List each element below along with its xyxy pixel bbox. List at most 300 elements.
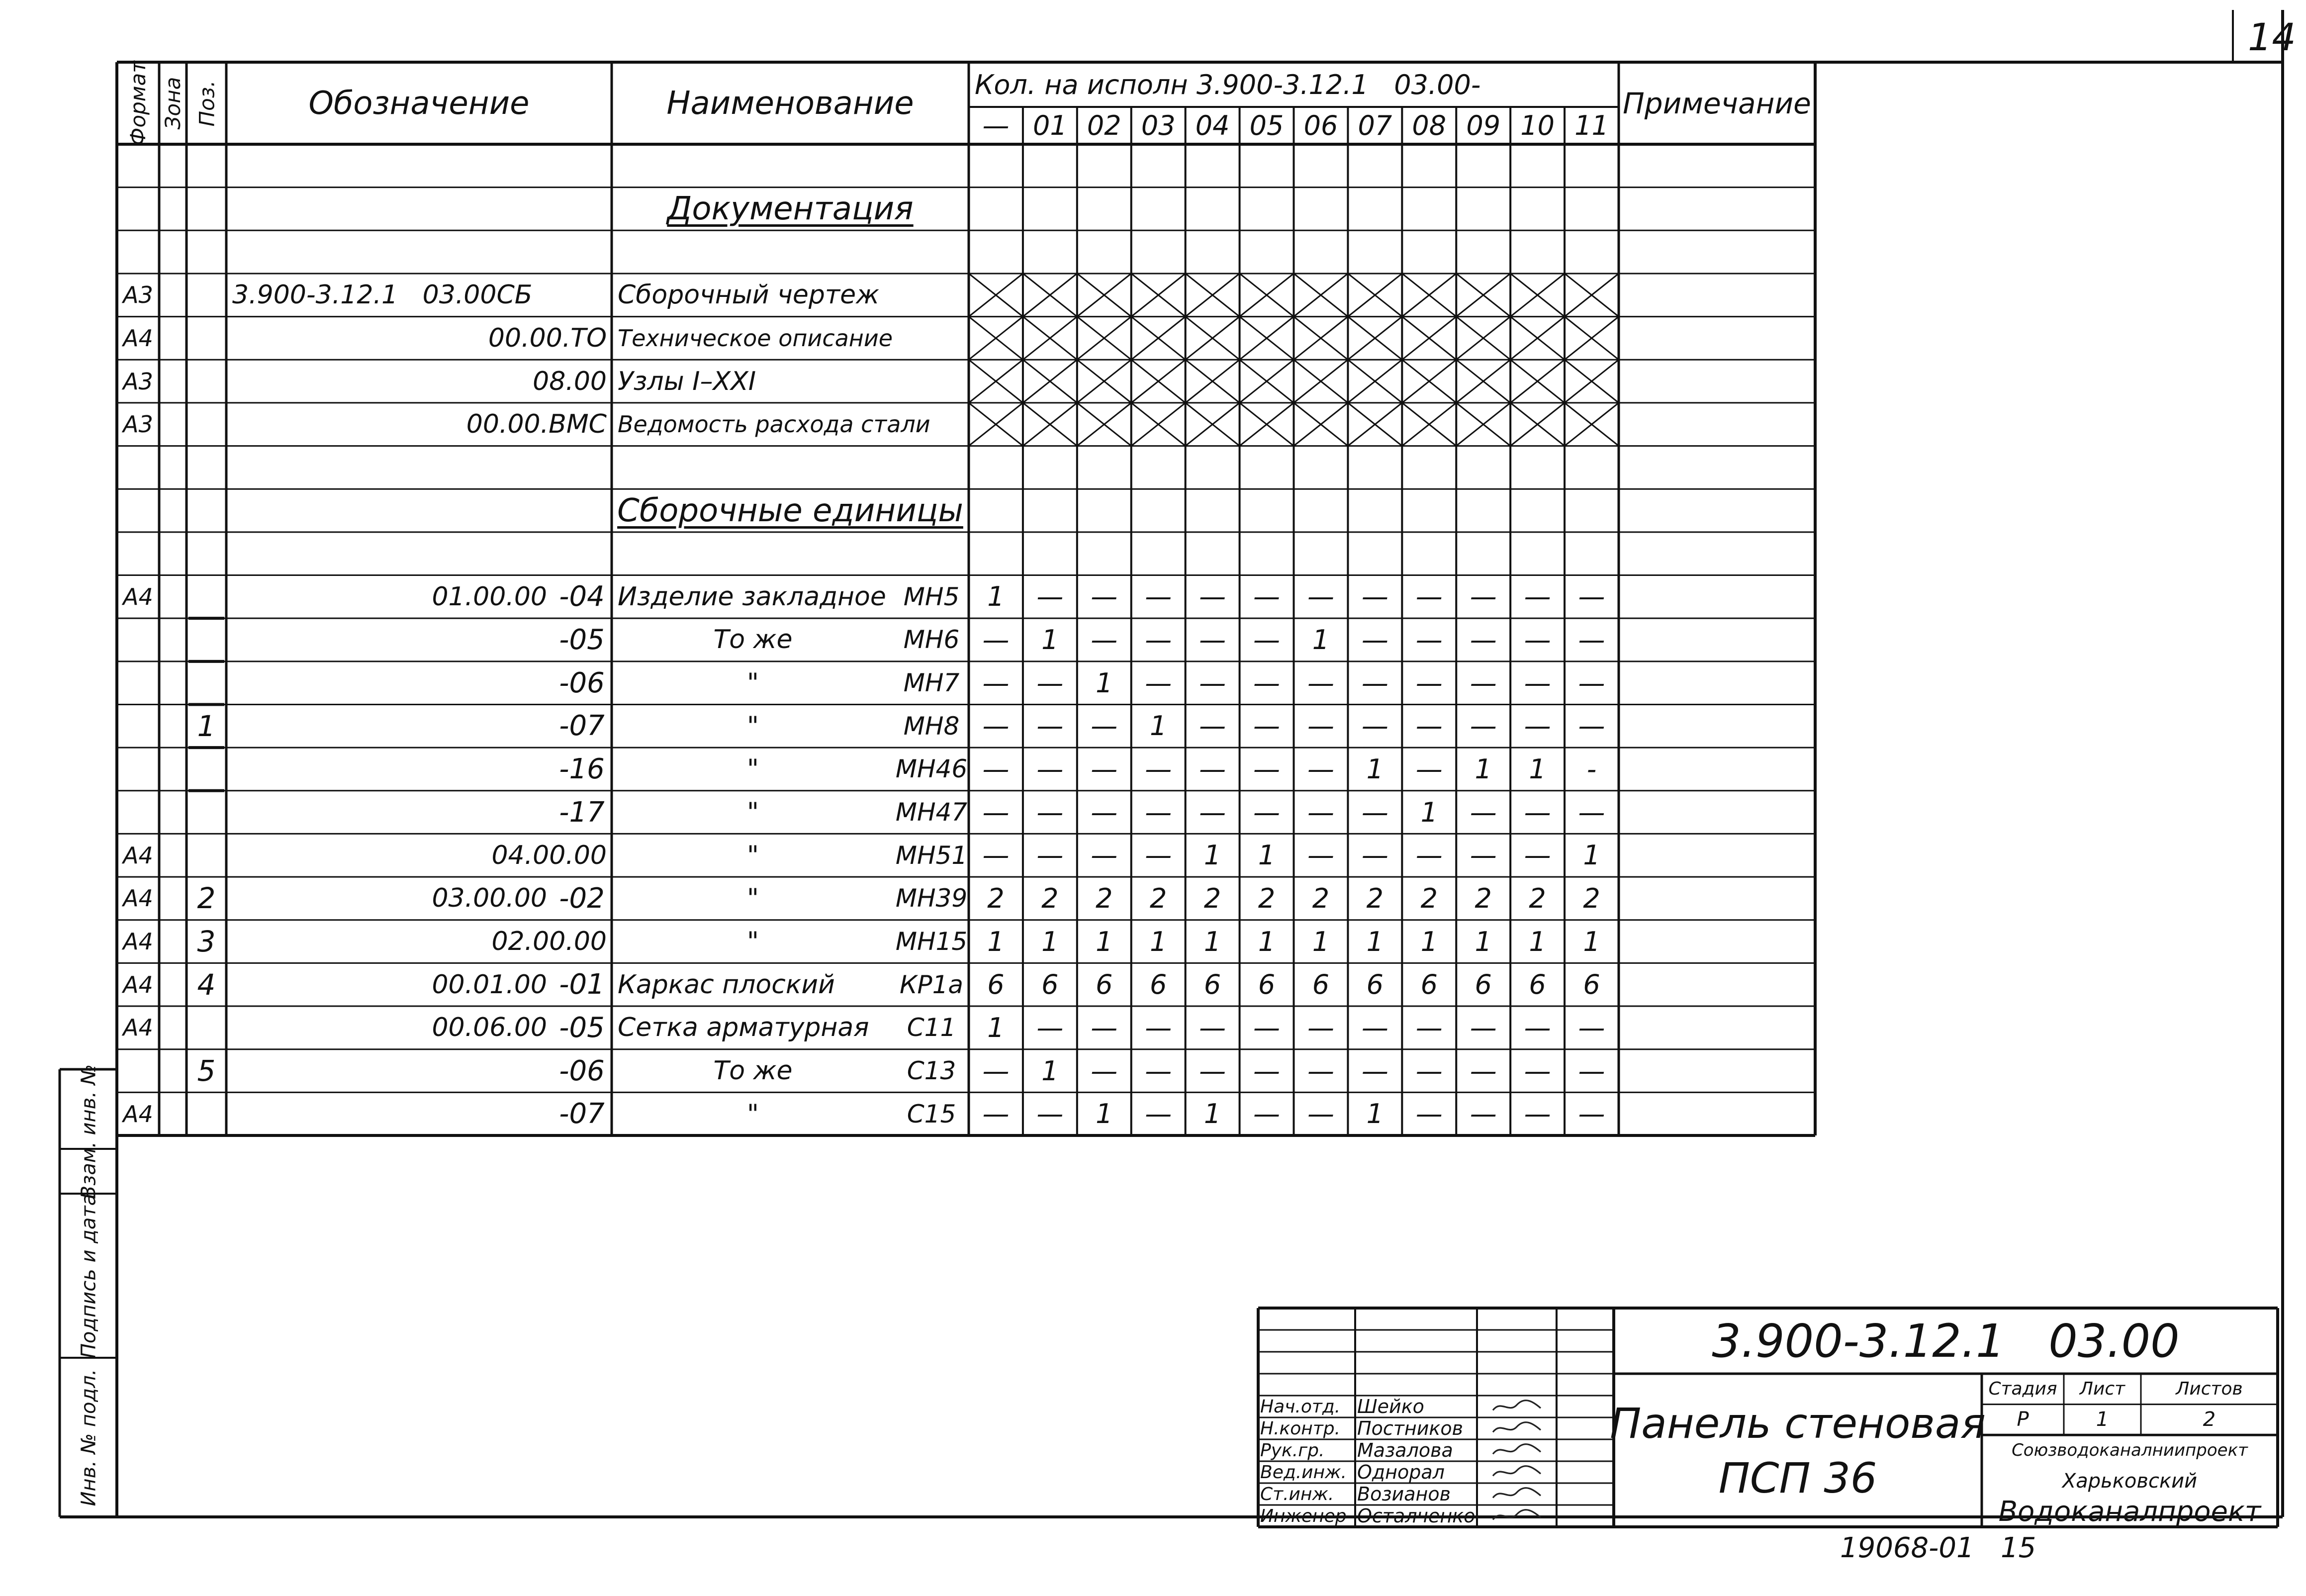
quantity-cell: 1 xyxy=(1041,624,1059,656)
designation-cell xyxy=(226,661,552,705)
quantity-cell: — xyxy=(1415,581,1443,613)
quantity-cell: 1 xyxy=(1583,840,1600,871)
quantity-cell: 1 xyxy=(1312,624,1330,656)
designation-suffix-cell: -06 xyxy=(559,666,605,699)
name-cell: Сборочный чертеж xyxy=(618,280,879,310)
position-cell xyxy=(186,403,226,446)
position-cell xyxy=(186,144,226,188)
organization-line1: Союзводоканалниипроект xyxy=(2012,1440,2248,1460)
quantity-cell: — xyxy=(1578,1098,1605,1130)
drawing-title-line1: Панель стеновая xyxy=(1610,1399,1986,1448)
format-cell xyxy=(117,188,159,231)
quantity-cell: 1 xyxy=(1203,926,1221,957)
variant-header: 08 xyxy=(1412,110,1447,141)
mark-cell: С13 xyxy=(907,1056,956,1085)
format-cell xyxy=(117,704,159,748)
title-block-stage-label: Стадия xyxy=(1988,1379,2057,1400)
quantity-cell: — xyxy=(1415,753,1443,785)
quantity-cell: — xyxy=(1199,1055,1226,1087)
designation-cell xyxy=(226,1092,552,1135)
quantity-cell: — xyxy=(982,624,1010,656)
quantity-cell: — xyxy=(1036,1012,1064,1043)
quantity-cell: — xyxy=(1470,581,1497,613)
format-cell xyxy=(117,1049,159,1093)
name-cell: Узлы I–XXI xyxy=(618,366,756,396)
quantity-cell: 6 xyxy=(1203,969,1221,1001)
variant-header: 04 xyxy=(1195,110,1230,141)
quantity-cell: — xyxy=(1361,796,1388,828)
quantity-cell: — xyxy=(1091,624,1118,656)
quantity-cell: — xyxy=(1470,1012,1497,1043)
format-cell: А4 xyxy=(123,842,153,869)
variant-header: 10 xyxy=(1520,110,1555,141)
column-header-quantity: Кол. на исполн 3.900-3.12.1 03.00- xyxy=(975,69,1481,100)
quantity-cell: — xyxy=(1578,581,1605,613)
staff-name: Шейко xyxy=(1357,1396,1424,1417)
title-block-sheet-value: 1 xyxy=(2096,1408,2109,1431)
mark-cell: МН6 xyxy=(903,625,960,655)
designation-cell xyxy=(226,230,612,274)
title-block-sheets-value: 2 xyxy=(2203,1408,2216,1431)
format-cell xyxy=(117,661,159,705)
quantity-cell: 2 xyxy=(987,882,1005,914)
quantity-cell: 1 xyxy=(987,926,1005,957)
mark-cell: С15 xyxy=(907,1099,956,1128)
quantity-cell: — xyxy=(1145,1012,1172,1043)
quantity-cell: 6 xyxy=(1258,969,1276,1001)
designation-cell: 03.00.00 xyxy=(432,883,547,914)
quantity-cell: — xyxy=(1578,624,1605,656)
quantity-cell: 1 xyxy=(1150,926,1167,957)
quantity-cell: — xyxy=(1361,840,1388,871)
designation-suffix-cell: -01 xyxy=(559,968,605,1001)
quantity-cell: — xyxy=(1578,667,1605,699)
variant-header: 01 xyxy=(1033,110,1067,141)
position-cell xyxy=(186,446,226,489)
designation-suffix-cell: -07 xyxy=(559,1098,605,1130)
organization-line3: Водоканалпроект xyxy=(1998,1495,2261,1528)
name-cell xyxy=(612,532,969,575)
quantity-cell: 2 xyxy=(1150,882,1167,914)
quantity-cell: 2 xyxy=(1529,882,1546,914)
position-cell: 2 xyxy=(197,881,216,916)
quantity-cell: — xyxy=(1199,581,1226,613)
quantity-cell: — xyxy=(1036,840,1064,871)
quantity-cell: — xyxy=(1307,1098,1334,1130)
quantity-cell: 1 xyxy=(1041,1055,1059,1087)
quantity-cell: — xyxy=(1361,667,1388,699)
quantity-cell: — xyxy=(1470,667,1497,699)
designation-cell xyxy=(226,188,612,231)
quantity-cell: 1 xyxy=(1096,1098,1113,1130)
format-cell xyxy=(117,791,159,834)
quantity-cell: — xyxy=(1524,710,1551,742)
designation-cell xyxy=(226,791,552,834)
quantity-cell: 2 xyxy=(1312,882,1330,914)
format-cell xyxy=(117,144,159,188)
quantity-cell: 1 xyxy=(1203,1098,1221,1130)
designation-suffix-cell: -05 xyxy=(559,1011,605,1044)
designation-cell xyxy=(226,489,612,532)
signature-mark xyxy=(1482,1420,1552,1436)
position-cell: 1 xyxy=(197,709,216,743)
designation-suffix-cell: -04 xyxy=(559,580,605,613)
quantity-cell: — xyxy=(1307,1012,1334,1043)
mark-cell: МН15 xyxy=(895,927,968,956)
quantity-cell: — xyxy=(1524,1098,1551,1130)
quantity-cell: 1 xyxy=(1366,753,1384,785)
quantity-cell: — xyxy=(1524,1055,1551,1087)
quantity-cell: — xyxy=(982,710,1010,742)
designation-cell: 01.00.00 xyxy=(432,581,547,612)
position-cell xyxy=(186,1006,226,1049)
quantity-cell: 2 xyxy=(1258,882,1276,914)
designation-cell: 00.06.00 xyxy=(432,1013,547,1043)
mark-cell: С11 xyxy=(907,1013,956,1042)
position-cell xyxy=(186,618,226,661)
column-header-designation: Обозначение xyxy=(308,85,530,122)
document-code: 3.900-3.12.1 03.00 xyxy=(1712,1314,2180,1368)
name-cell: " xyxy=(747,840,759,870)
format-cell: А4 xyxy=(123,1014,153,1041)
quantity-cell: — xyxy=(1199,624,1226,656)
quantity-cell: 6 xyxy=(1583,969,1600,1001)
quantity-cell: — xyxy=(1524,1012,1551,1043)
format-cell: А3 xyxy=(123,368,153,395)
quantity-cell: 1 xyxy=(1312,926,1330,957)
column-header-format: Формат xyxy=(126,61,150,146)
quantity-cell: — xyxy=(1470,1098,1497,1130)
variant-header: 09 xyxy=(1466,110,1501,141)
drawing-title-line2: ПСП 36 xyxy=(1718,1454,1877,1502)
title-block-sheet-label: Лист xyxy=(2079,1379,2125,1400)
quantity-cell: — xyxy=(1091,840,1118,871)
quantity-cell: 1 xyxy=(987,1012,1005,1043)
quantity-cell: — xyxy=(1145,753,1172,785)
format-cell xyxy=(117,446,159,489)
quantity-cell: 6 xyxy=(1420,969,1438,1001)
designation-cell: 3.900-3.12.1 03.00СБ xyxy=(232,280,533,310)
designation-suffix-cell: -17 xyxy=(559,796,605,829)
variant-header: 03 xyxy=(1141,110,1176,141)
designation-cell xyxy=(226,618,552,661)
mark-cell: КР1а xyxy=(899,970,964,999)
designation-suffix-cell: -02 xyxy=(559,882,605,915)
staff-name: Осталченко xyxy=(1357,1505,1476,1527)
format-cell: А4 xyxy=(123,583,153,610)
quantity-cell: — xyxy=(1361,710,1388,742)
quantity-cell: — xyxy=(1145,1055,1172,1087)
variant-header: 05 xyxy=(1249,110,1284,141)
designation-cell xyxy=(226,446,612,489)
quantity-cell: 6 xyxy=(1529,969,1546,1001)
quantity-cell: - xyxy=(1586,753,1597,785)
quantity-cell: — xyxy=(1578,710,1605,742)
name-cell: Изделие закладное xyxy=(618,581,886,612)
quantity-cell: 1 xyxy=(1420,926,1438,957)
quantity-cell: — xyxy=(1199,753,1226,785)
position-cell xyxy=(186,188,226,231)
quantity-cell: 6 xyxy=(1096,969,1113,1001)
format-cell: А3 xyxy=(123,282,153,309)
quantity-cell: — xyxy=(1307,667,1334,699)
quantity-cell: 1 xyxy=(1041,926,1059,957)
quantity-cell: — xyxy=(1145,1098,1172,1130)
position-cell: 3 xyxy=(197,925,216,959)
quantity-cell: — xyxy=(1199,710,1226,742)
position-cell xyxy=(186,274,226,317)
column-header-position: Поз. xyxy=(194,80,219,126)
quantity-cell: 1 xyxy=(1583,926,1600,957)
quantity-cell: — xyxy=(1253,667,1281,699)
quantity-cell: — xyxy=(1199,796,1226,828)
mark-cell: МН7 xyxy=(903,668,960,698)
quantity-cell: 1 xyxy=(1475,753,1492,785)
quantity-cell: — xyxy=(1470,624,1497,656)
designation-cell xyxy=(226,704,552,748)
quantity-cell: — xyxy=(1415,624,1443,656)
quantity-cell: — xyxy=(1199,667,1226,699)
variant-header: — xyxy=(982,110,1010,141)
designation-cell: 00.00.ВМС xyxy=(466,409,607,440)
quantity-cell: — xyxy=(1470,796,1497,828)
quantity-cell: — xyxy=(1470,1055,1497,1087)
staff-name: Постников xyxy=(1357,1417,1463,1439)
quantity-cell: — xyxy=(982,796,1010,828)
variant-header: 07 xyxy=(1358,110,1392,141)
stamp-inventory-number: Инв. № подл. xyxy=(77,1369,100,1506)
name-cell: " xyxy=(747,754,759,784)
designation-cell xyxy=(226,144,612,188)
quantity-cell: 1 xyxy=(1529,753,1546,785)
designation-cell: 00.01.00 xyxy=(432,969,547,1000)
quantity-cell: — xyxy=(1253,1012,1281,1043)
stamp-signature-date: Подпись и дата xyxy=(77,1193,100,1358)
stamp-replaced-inventory: Взам. инв. № xyxy=(77,1064,100,1199)
quantity-cell: — xyxy=(1470,710,1497,742)
quantity-cell: 2 xyxy=(1203,882,1221,914)
quantity-cell: 1 xyxy=(1475,926,1492,957)
quantity-cell: — xyxy=(1578,1055,1605,1087)
quantity-cell: — xyxy=(1361,624,1388,656)
name-cell xyxy=(612,230,969,274)
designation-suffix-cell: -07 xyxy=(559,710,605,743)
quantity-cell: — xyxy=(1307,840,1334,871)
name-cell: То же xyxy=(713,625,793,655)
quantity-cell: 1 xyxy=(1366,926,1384,957)
quantity-cell: 1 xyxy=(1529,926,1546,957)
staff-role: Н.контр. xyxy=(1260,1418,1341,1439)
quantity-cell: 2 xyxy=(1475,882,1492,914)
quantity-cell: — xyxy=(1253,1098,1281,1130)
sheet-number: 14 xyxy=(2248,15,2296,59)
name-cell: Сетка арматурная xyxy=(618,1013,869,1043)
quantity-cell: 6 xyxy=(1150,969,1167,1001)
quantity-cell: — xyxy=(1578,1012,1605,1043)
position-cell xyxy=(186,834,226,877)
position-cell xyxy=(186,317,226,360)
variant-header: 11 xyxy=(1574,110,1609,141)
column-header-note: Примечание xyxy=(1623,86,1811,120)
variant-header: 02 xyxy=(1087,110,1121,141)
quantity-cell: — xyxy=(1470,840,1497,871)
format-cell: А4 xyxy=(123,324,153,352)
quantity-cell: — xyxy=(1145,624,1172,656)
quantity-cell: — xyxy=(1091,1012,1118,1043)
format-cell: А4 xyxy=(123,1100,153,1127)
staff-role: Инженер xyxy=(1260,1505,1347,1526)
signature-mark xyxy=(1482,1508,1552,1524)
quantity-cell: — xyxy=(1415,1055,1443,1087)
quantity-cell: — xyxy=(1145,581,1172,613)
title-block-stage-value: Р xyxy=(2017,1408,2029,1431)
designation-cell xyxy=(226,748,552,791)
quantity-cell: — xyxy=(1361,581,1388,613)
name-cell: " xyxy=(747,668,759,698)
name-cell: " xyxy=(747,883,759,914)
staff-role: Рук.гр. xyxy=(1260,1440,1325,1461)
quantity-cell: — xyxy=(1415,667,1443,699)
quantity-cell: — xyxy=(982,1055,1010,1087)
column-header-name: Наименование xyxy=(666,85,914,122)
designation-suffix-cell: -16 xyxy=(559,752,605,785)
quantity-cell: — xyxy=(1524,796,1551,828)
staff-name: Возианов xyxy=(1357,1483,1451,1505)
position-cell xyxy=(186,748,226,791)
quantity-cell: — xyxy=(1036,1098,1064,1130)
designation-suffix-cell: -06 xyxy=(559,1054,605,1087)
quantity-cell: 2 xyxy=(1041,882,1059,914)
quantity-cell: 2 xyxy=(1420,882,1438,914)
quantity-cell: — xyxy=(1091,1055,1118,1087)
quantity-cell: — xyxy=(1307,581,1334,613)
quantity-cell: 1 xyxy=(1150,710,1167,742)
quantity-cell: — xyxy=(1091,796,1118,828)
position-cell xyxy=(186,230,226,274)
quantity-cell: 6 xyxy=(1366,969,1384,1001)
quantity-cell: — xyxy=(1253,624,1281,656)
staff-role: Нач.отд. xyxy=(1260,1396,1341,1417)
variant-header: 06 xyxy=(1303,110,1338,141)
quantity-cell: 6 xyxy=(1041,969,1059,1001)
position-cell xyxy=(186,575,226,619)
designation-cell xyxy=(226,532,612,575)
quantity-cell: — xyxy=(1415,840,1443,871)
quantity-cell: — xyxy=(1253,1055,1281,1087)
format-cell xyxy=(117,532,159,575)
quantity-cell: — xyxy=(1145,840,1172,871)
organization-line2: Харьковский xyxy=(2062,1469,2198,1493)
name-cell: Ведомость расхода стали xyxy=(618,411,930,438)
quantity-cell: — xyxy=(1307,753,1334,785)
staff-name: Однорал xyxy=(1357,1461,1445,1483)
quantity-cell: — xyxy=(1307,1055,1334,1087)
quantity-cell: — xyxy=(1091,710,1118,742)
quantity-cell: — xyxy=(982,753,1010,785)
quantity-cell: — xyxy=(1307,796,1334,828)
quantity-cell: — xyxy=(1036,753,1064,785)
quantity-cell: 6 xyxy=(987,969,1005,1001)
section-title: Сборочные единицы xyxy=(617,492,963,529)
position-cell xyxy=(186,489,226,532)
position-cell: 4 xyxy=(197,967,216,1002)
quantity-cell: — xyxy=(1361,1055,1388,1087)
quantity-cell: — xyxy=(1036,796,1064,828)
name-cell xyxy=(612,144,969,188)
staff-name: Мазалова xyxy=(1357,1439,1453,1461)
designation-cell: 00.00.ТО xyxy=(488,323,607,353)
quantity-cell: — xyxy=(982,667,1010,699)
quantity-cell: 1 xyxy=(987,581,1005,613)
quantity-cell: — xyxy=(1524,840,1551,871)
designation-cell xyxy=(226,1049,552,1093)
position-cell: 5 xyxy=(197,1054,216,1088)
quantity-cell: 1 xyxy=(1420,796,1438,828)
quantity-cell: 2 xyxy=(1583,882,1600,914)
quantity-cell: 2 xyxy=(1096,882,1113,914)
quantity-cell: 1 xyxy=(1366,1098,1384,1130)
format-cell: А3 xyxy=(123,411,153,438)
title-block-sheets-label: Листов xyxy=(2176,1379,2243,1400)
quantity-cell: — xyxy=(1036,581,1064,613)
name-cell: " xyxy=(747,1099,759,1129)
quantity-cell: — xyxy=(1036,710,1064,742)
quantity-cell: 1 xyxy=(1096,667,1113,699)
designation-cell: 08.00 xyxy=(533,366,607,396)
quantity-cell: — xyxy=(1253,581,1281,613)
position-cell xyxy=(186,791,226,834)
quantity-cell: — xyxy=(1415,1098,1443,1130)
quantity-cell: 1 xyxy=(1258,926,1276,957)
quantity-cell: — xyxy=(1307,710,1334,742)
column-header-zone: Зона xyxy=(161,77,185,130)
quantity-cell: — xyxy=(1036,667,1064,699)
mark-cell: МН51 xyxy=(895,841,968,870)
designation-cell: 02.00.00 xyxy=(491,927,607,957)
format-cell xyxy=(117,748,159,791)
position-cell xyxy=(186,532,226,575)
name-cell: То же xyxy=(713,1056,793,1086)
quantity-cell: — xyxy=(1524,624,1551,656)
position-cell xyxy=(186,661,226,705)
signature-mark xyxy=(1482,1486,1552,1502)
quantity-cell: 2 xyxy=(1366,882,1384,914)
quantity-cell: — xyxy=(1199,1012,1226,1043)
signature-mark xyxy=(1482,1442,1552,1458)
format-cell: А4 xyxy=(123,971,153,998)
quantity-cell: — xyxy=(1253,796,1281,828)
quantity-cell: — xyxy=(1524,667,1551,699)
name-cell: " xyxy=(747,927,759,957)
quantity-cell: 6 xyxy=(1475,969,1492,1001)
mark-cell: МН47 xyxy=(895,798,968,827)
quantity-cell: — xyxy=(982,840,1010,871)
name-cell: " xyxy=(747,711,759,741)
format-cell xyxy=(117,618,159,661)
staff-role: Ст.инж. xyxy=(1260,1484,1334,1504)
position-cell xyxy=(186,360,226,403)
quantity-cell: — xyxy=(1524,581,1551,613)
quantity-cell: — xyxy=(1415,1012,1443,1043)
designation-cell: 04.00.00 xyxy=(491,840,607,870)
mark-cell: МН8 xyxy=(903,711,960,741)
quantity-cell: 1 xyxy=(1203,840,1221,871)
name-cell xyxy=(612,446,969,489)
format-cell xyxy=(117,230,159,274)
section-title: Документация xyxy=(667,190,914,227)
mark-cell: МН46 xyxy=(895,754,968,784)
format-cell xyxy=(117,489,159,532)
